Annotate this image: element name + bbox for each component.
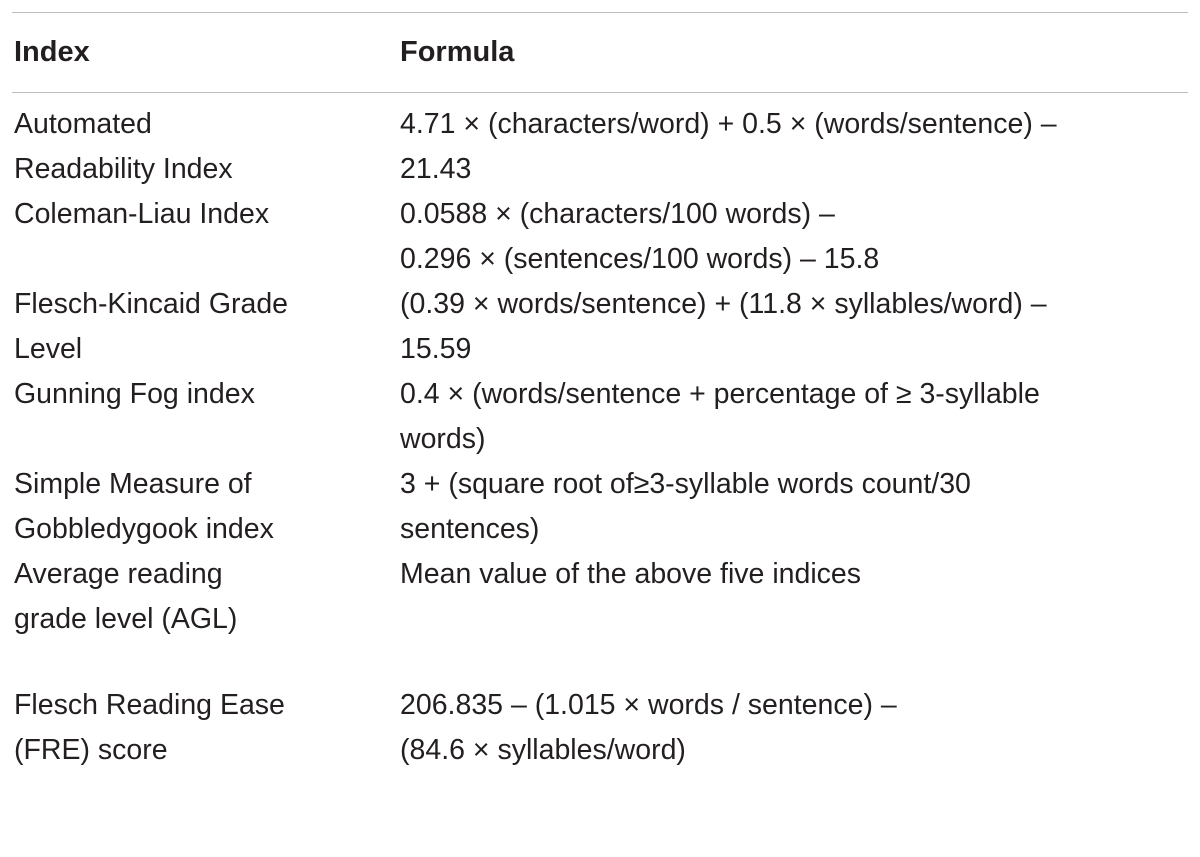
index-line: Readability Index xyxy=(14,153,233,185)
readability-formulas-body xyxy=(12,93,1188,773)
index-line: Simple Measure of xyxy=(14,468,252,500)
formula-cell xyxy=(398,372,1188,462)
formula-line: 0.296 × (sentences/100 words) – 15.8 xyxy=(400,243,880,275)
table-row-coleman-liau xyxy=(12,192,1188,282)
index-line: (FRE) score xyxy=(14,734,168,766)
index-cell xyxy=(12,192,398,282)
header-row xyxy=(12,13,1188,92)
readability-formulas-table xyxy=(12,13,1188,92)
index-line: Gunning Fog index xyxy=(14,378,255,410)
index-line: Automated xyxy=(14,108,152,140)
index-line: Level xyxy=(14,333,83,365)
table-row-gunning-fog xyxy=(12,372,1188,462)
index-cell xyxy=(12,552,398,683)
index-cell xyxy=(12,93,398,192)
index-line: grade level (AGL) xyxy=(14,603,238,635)
formula-line: 206.835 – (1.015 × words / sentence) – xyxy=(400,689,897,721)
formula-cell xyxy=(398,683,1188,773)
formula-line: 0.0588 × (characters/100 words) – xyxy=(400,198,835,230)
index-cell xyxy=(12,462,398,552)
index-line: Flesch Reading Ease xyxy=(14,689,285,721)
index-cell xyxy=(12,372,398,462)
formula-line: 4.71 × (characters/word) + 0.5 × (words/sentence) – xyxy=(400,108,1057,140)
index-line: Coleman-Liau Index xyxy=(14,198,270,230)
formula-cell xyxy=(398,192,1188,282)
index-line: Gobbledygook index xyxy=(14,513,274,545)
header-formula: Formula xyxy=(400,36,515,68)
formula-line: Mean value of the above five indices xyxy=(400,558,862,590)
formula-cell xyxy=(398,93,1188,192)
formula-cell xyxy=(398,552,1188,683)
index-line: Flesch-Kincaid Grade xyxy=(14,288,289,320)
table-row-smog xyxy=(12,462,1188,552)
formula-line: 0.4 × (words/sentence + percentage of ≥ 3-syllable xyxy=(400,378,1040,410)
formula-line: 21.43 xyxy=(400,153,472,185)
index-cell xyxy=(12,683,398,773)
formula-cell xyxy=(398,282,1188,372)
formula-line: (0.39 × words/sentence) + (11.8 × syllables/word) – xyxy=(400,288,1047,320)
table-row-flesch-kincaid xyxy=(12,282,1188,372)
readability-table-container xyxy=(12,12,1188,773)
table-row-agl xyxy=(12,552,1188,683)
formula-line: 3 + (square root of≥3-syllable words count/30 xyxy=(400,468,971,500)
formula-line: 15.59 xyxy=(400,333,472,365)
table-row-ari xyxy=(12,93,1188,192)
header-index: Index xyxy=(14,36,90,68)
formula-line: (84.6 × syllables/word) xyxy=(400,734,686,766)
index-line: Average reading xyxy=(14,558,223,590)
formula-cell xyxy=(398,462,1188,552)
table-row-fre xyxy=(12,683,1188,773)
formula-line: words) xyxy=(400,423,486,455)
formula-line: sentences) xyxy=(400,513,540,545)
index-cell xyxy=(12,282,398,372)
table-header xyxy=(12,13,1188,92)
